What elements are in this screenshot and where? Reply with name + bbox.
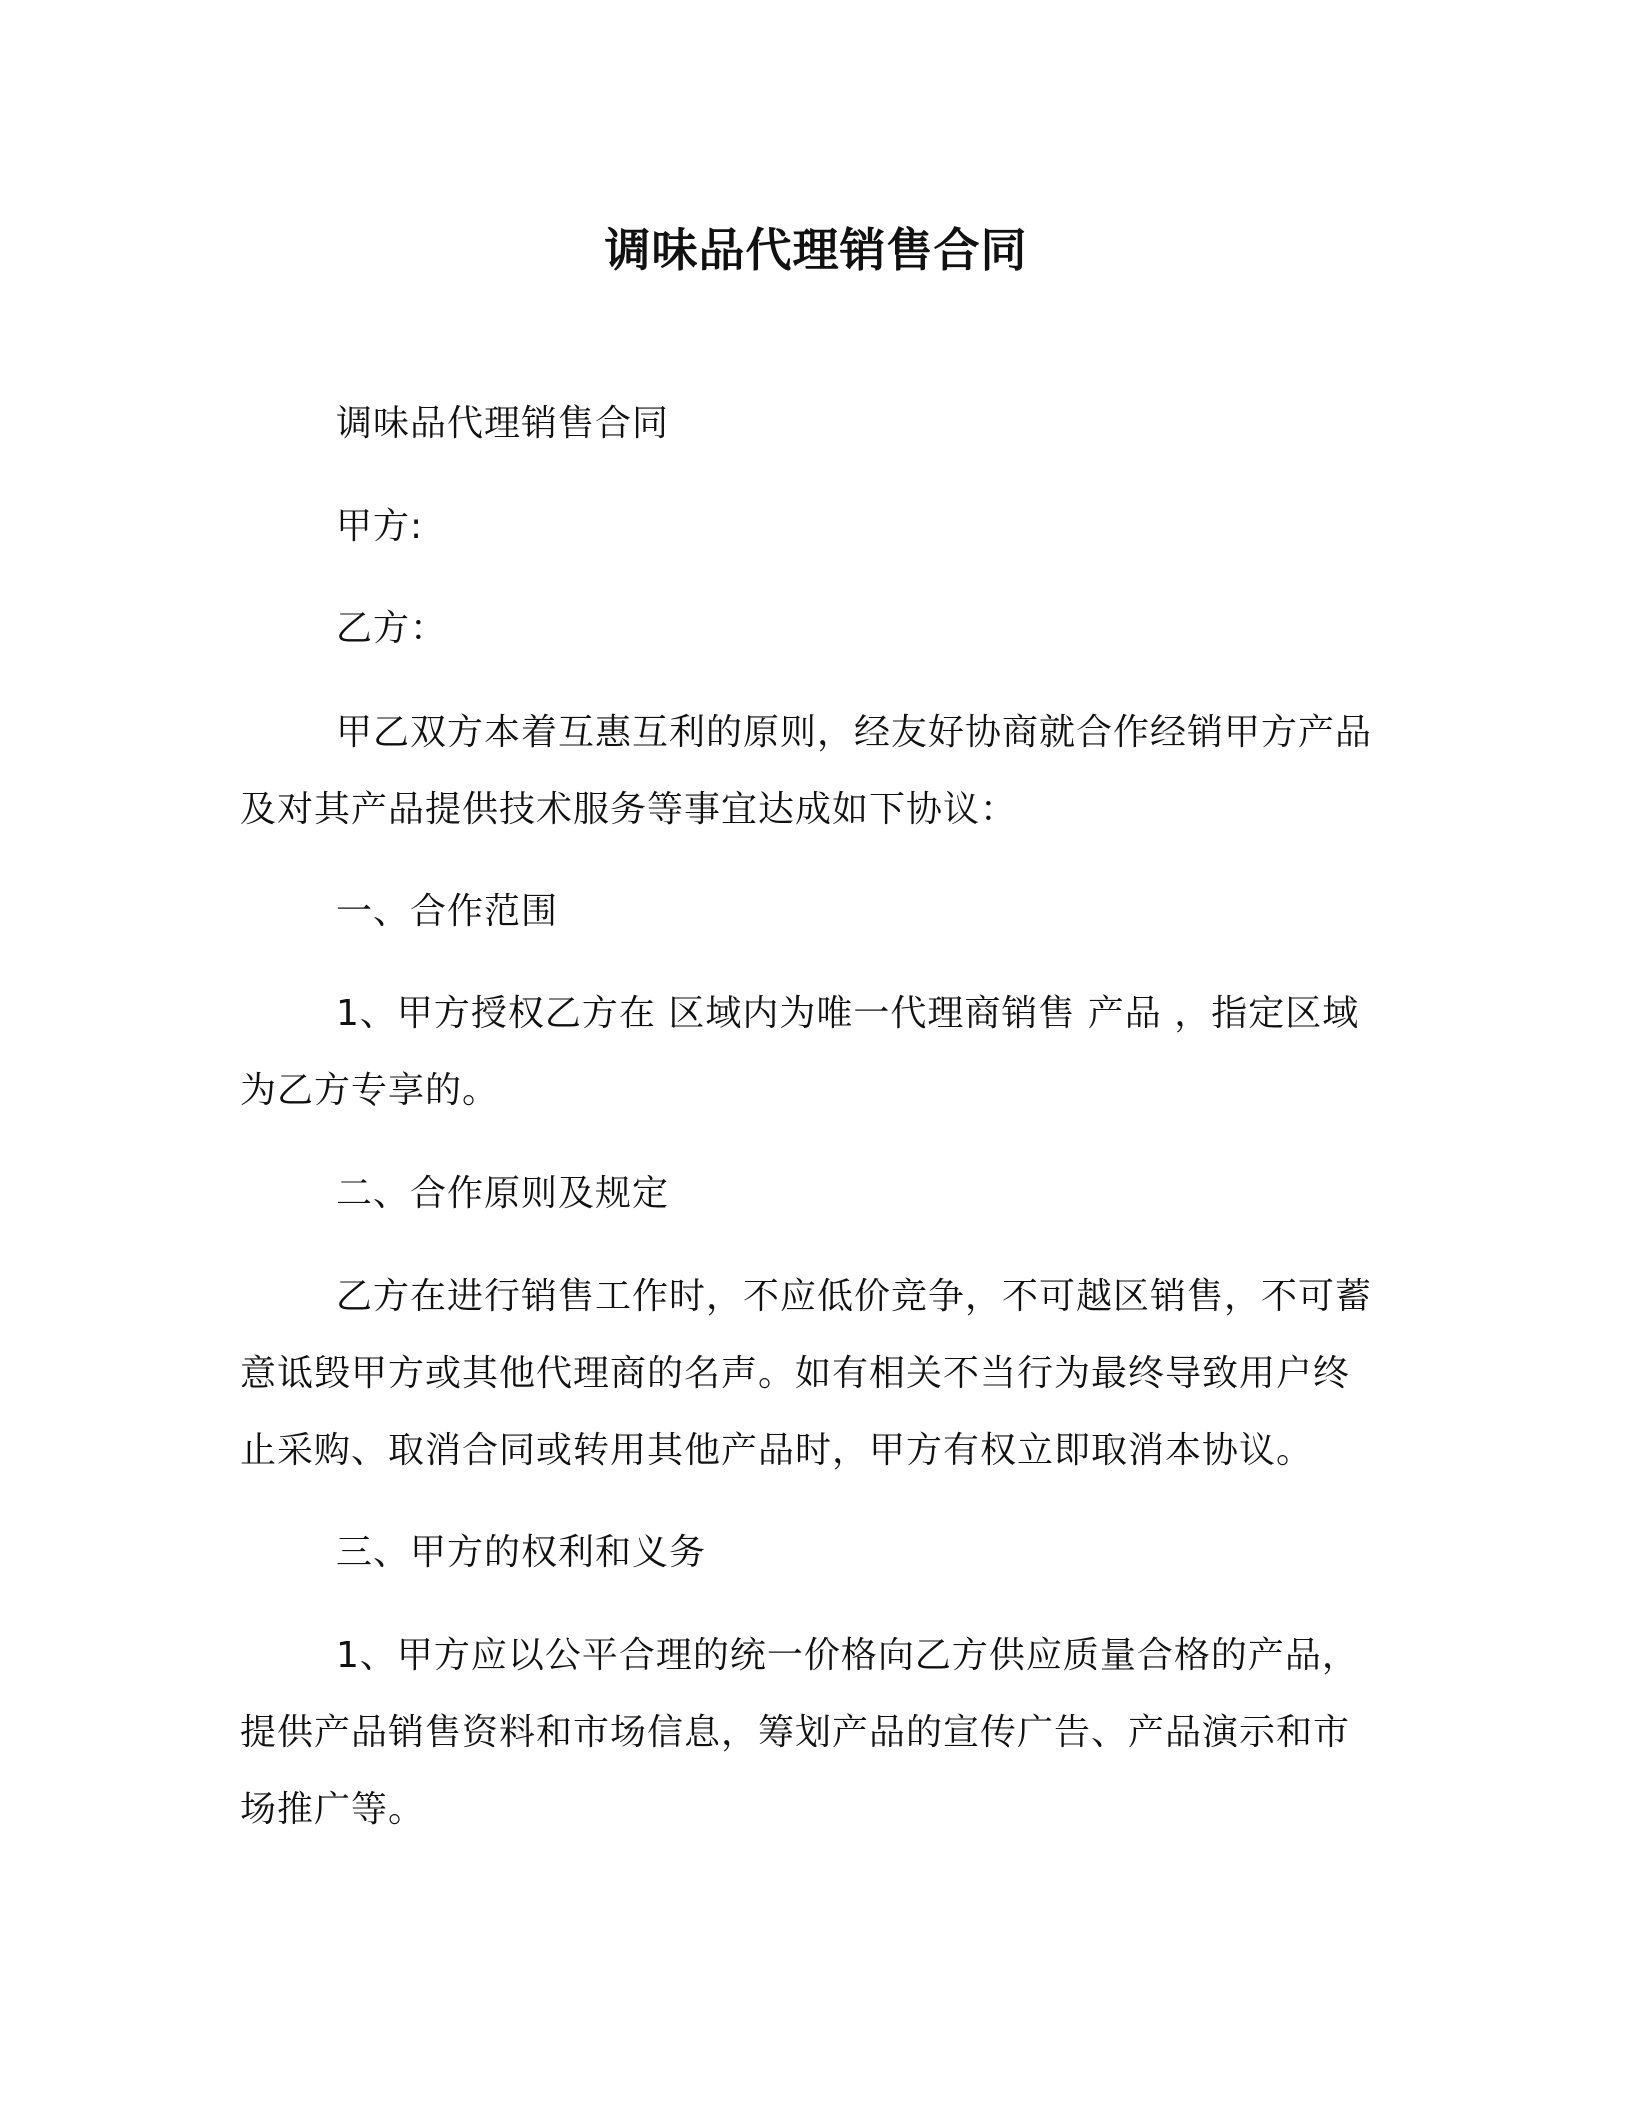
clause-1-1: 1、甲方授权乙方在 区域内为唯一代理商销售 产品 ，指定区域为乙方专享的。 <box>240 993 1360 1111</box>
clause-2-body: 乙方在进行销售工作时，不应低价竞争，不可越区销售，不可蓄意诋毁甲方或其他代理商的名声。如有相关不当行为最终导致用户终止采购、取消合同或转用其他产品时，甲方有权立即取消本协议。 <box>240 1276 1373 1471</box>
section-heading-2: 二、合作原则及规定 <box>336 1173 670 1214</box>
party-b-line: 乙方： <box>336 608 448 649</box>
preamble-paragraph: 甲乙双方本着互惠互利的原则，经友好协商就合作经销甲方产品及对其产品提供技术服务等事宜达成如下协议： <box>240 712 1373 830</box>
section-heading-1: 一、合作范围 <box>336 891 559 932</box>
clause-3-1: 1、甲方应以公平合理的统一价格向乙方供应质量合格的产品，提供产品销售资料和市场信息，筹划产品的宣传广告、产品演示和市场推广等。 <box>240 1635 1359 1830</box>
subtitle-paragraph: 调味品代理销售合同 <box>336 403 670 444</box>
party-a-line: 甲方: <box>336 506 424 547</box>
section-heading-3: 三、甲方的权利和义务 <box>336 1532 707 1573</box>
document-title: 调味品代理销售合同 <box>604 223 1028 277</box>
